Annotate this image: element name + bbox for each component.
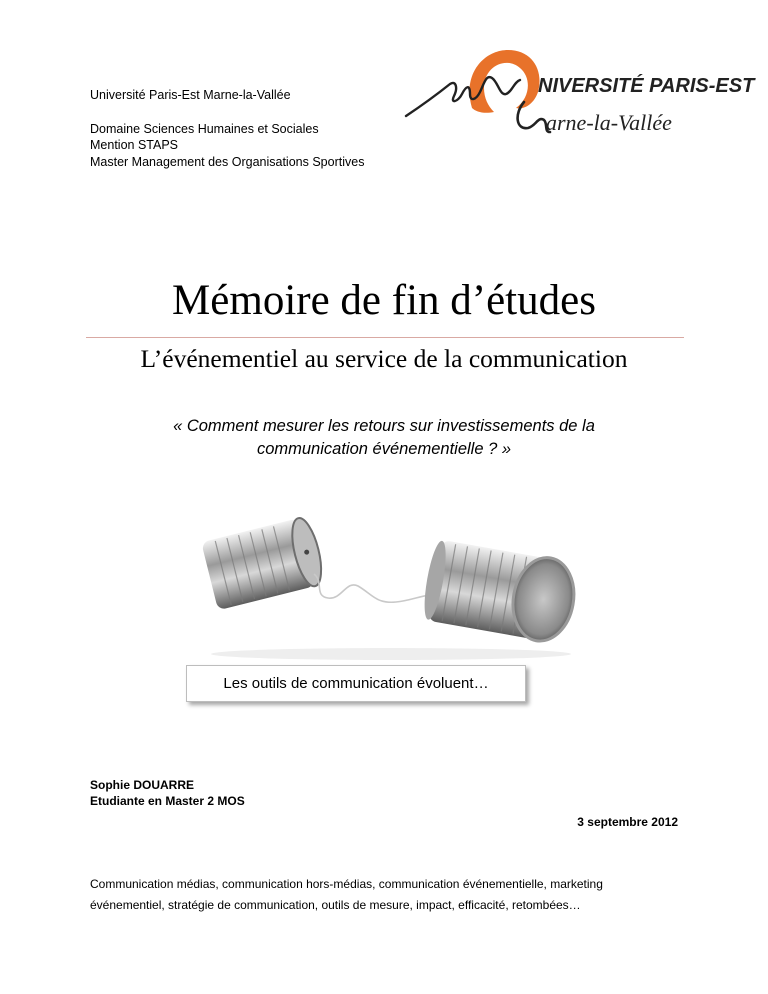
logo-swoosh-icon <box>470 50 540 113</box>
subtitle: L’événementiel au service de la communication <box>140 344 628 373</box>
keywords <box>90 874 690 916</box>
caption-box: Les outils de communication évoluent… <box>186 665 526 702</box>
submission-date: 3 septembre 2012 <box>577 815 678 829</box>
logo-text-line1: NIVERSITÉ PARIS-EST <box>538 75 755 97</box>
domain-line: Domaine Sciences Humaines et Sociales <box>90 122 319 136</box>
university-name: Université Paris-Est Marne-la-Vallée <box>90 88 291 102</box>
university-logo <box>404 44 755 144</box>
left-can <box>201 515 327 610</box>
master-line: Master Management des Organisations Sportives <box>90 155 365 169</box>
logo-text-line2: arne-la-Vallée <box>546 110 672 135</box>
right-can <box>420 537 580 645</box>
keywords-line1: Communication médias, communication hors-médias, communication événementielle, marketing <box>90 877 603 891</box>
mention-line: Mention STAPS <box>90 138 179 152</box>
tin-can-telephone-icon <box>196 512 586 662</box>
page-title: Mémoire de fin d’études <box>172 277 596 324</box>
research-question <box>120 415 648 461</box>
keywords-line2: événementiel, stratégie de communication, outils de mesure, impact, efficacité, retombées… <box>90 898 581 912</box>
title-divider <box>86 337 684 338</box>
author-name: Sophie DOUARRE <box>90 778 195 792</box>
research-question-line1: « Comment mesurer les retours sur investissements de la <box>173 417 595 435</box>
logo-scribble-icon <box>406 77 520 116</box>
author-role: Etudiante en Master 2 MOS <box>90 794 245 808</box>
research-question-line2: communication événementielle ? » <box>256 440 512 458</box>
